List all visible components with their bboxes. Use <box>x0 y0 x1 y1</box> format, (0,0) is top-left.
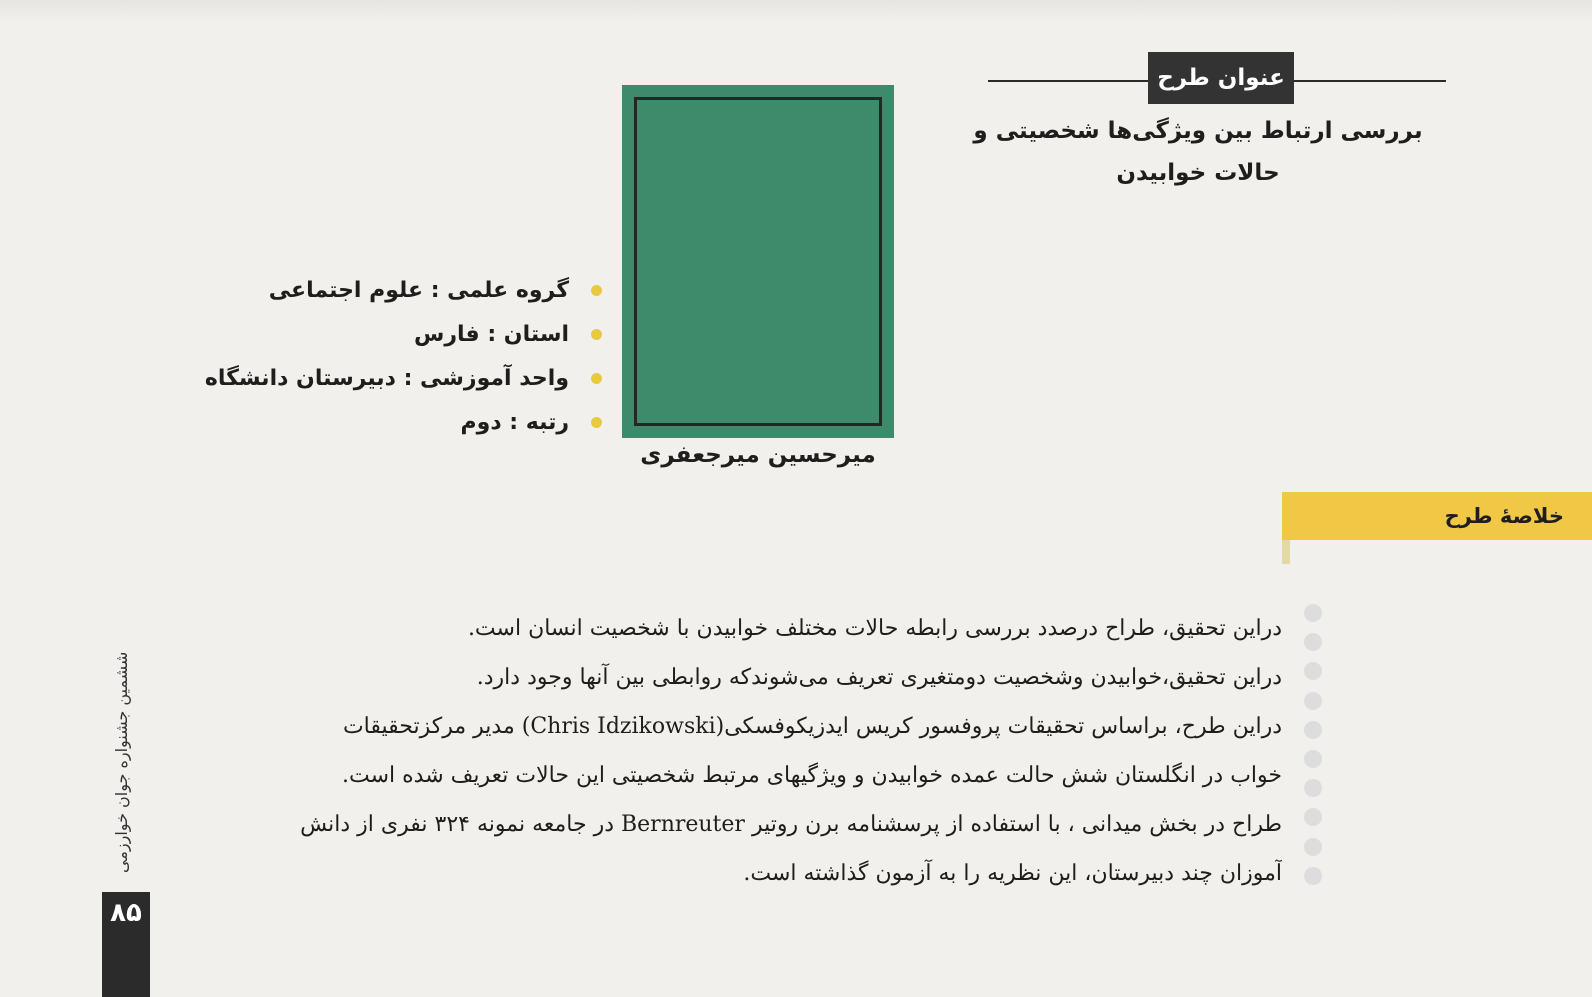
body-line: خواب در انگلستان شش حالت عمده خوابیدن و ویژگیهای مرتبط شخصیتی این حالات تعریف شده است. <box>342 763 1282 788</box>
project-title-line-1: بررسی ارتباط بین ویژگی‌ها شخصیتی و <box>973 118 1423 144</box>
grey-dot-icon <box>1304 633 1322 651</box>
festival-caption: ششمین جشنواره جوان خوارزمی <box>112 651 131 873</box>
photo-frame <box>634 97 882 426</box>
grey-dot-icon <box>1304 779 1322 797</box>
info-text: واحد آموزشی : دبیرستان دانشگاه <box>204 365 569 391</box>
yellow-bullet-icon <box>591 373 602 384</box>
author-photo-placeholder <box>622 85 894 438</box>
grey-dot-icon <box>1304 838 1322 856</box>
project-title <box>960 110 1436 194</box>
summary-body <box>150 604 1282 898</box>
summary-heading <box>1282 492 1592 540</box>
summary-tag-decoration <box>1282 540 1290 564</box>
grey-dot-icon <box>1304 808 1322 826</box>
info-text: استان : فارس <box>414 321 569 347</box>
body-line: دراین طرح، براساس تحقیقات پروفسور کریس ایدزیکوفسکی(Chris Idzikowski) مدیر مرکزتحقیقات <box>342 714 1282 739</box>
page-edge-shadow <box>0 0 1592 22</box>
info-item-school <box>140 356 602 400</box>
info-item-group <box>140 268 602 312</box>
project-info-list <box>140 268 602 444</box>
grey-dot-icon <box>1304 750 1322 768</box>
yellow-bullet-icon <box>591 329 602 340</box>
grey-dot-icon <box>1304 662 1322 680</box>
page-number: ۸۵ <box>110 898 142 928</box>
body-line: دراین تحقیق، طراح درصدد بررسی رابطه حالات مختلف خوابیدن با شخصیت انسان است. <box>467 616 1282 641</box>
body-line: آموزان چند دبیرستان، این نظریه را به آزمون گذاشته است. <box>743 861 1282 886</box>
grey-dot-icon <box>1304 867 1322 885</box>
body-line: دراین تحقیق،خوابیدن وشخصیت دومتغیری تعریف می‌شوندکه روابطی بین آنها وجود دارد. <box>476 665 1282 690</box>
summary-heading-text: خلاصهٔ طرح <box>1444 504 1564 528</box>
margin-dots <box>1304 604 1326 896</box>
info-item-rank <box>140 400 602 444</box>
grey-dot-icon <box>1304 692 1322 710</box>
project-title-line-2: حالات خوابیدن <box>1116 160 1280 186</box>
project-title-label: عنوان طرح <box>1148 52 1294 104</box>
author-name: میرحسین میرجعفری <box>640 442 876 468</box>
info-item-province <box>140 312 602 356</box>
grey-dot-icon <box>1304 604 1322 622</box>
yellow-bullet-icon <box>591 417 602 428</box>
info-text: رتبه : دوم <box>460 409 569 435</box>
grey-dot-icon <box>1304 721 1322 739</box>
body-line: طراح در بخش میدانی ، با استفاده از پرسشنامه برن روتیر Bernreuter در جامعه نمونه ۳۲۴ نفری از دانش <box>300 812 1282 837</box>
info-text: گروه علمی : علوم اجتماعی <box>268 277 569 303</box>
yellow-bullet-icon <box>591 285 602 296</box>
